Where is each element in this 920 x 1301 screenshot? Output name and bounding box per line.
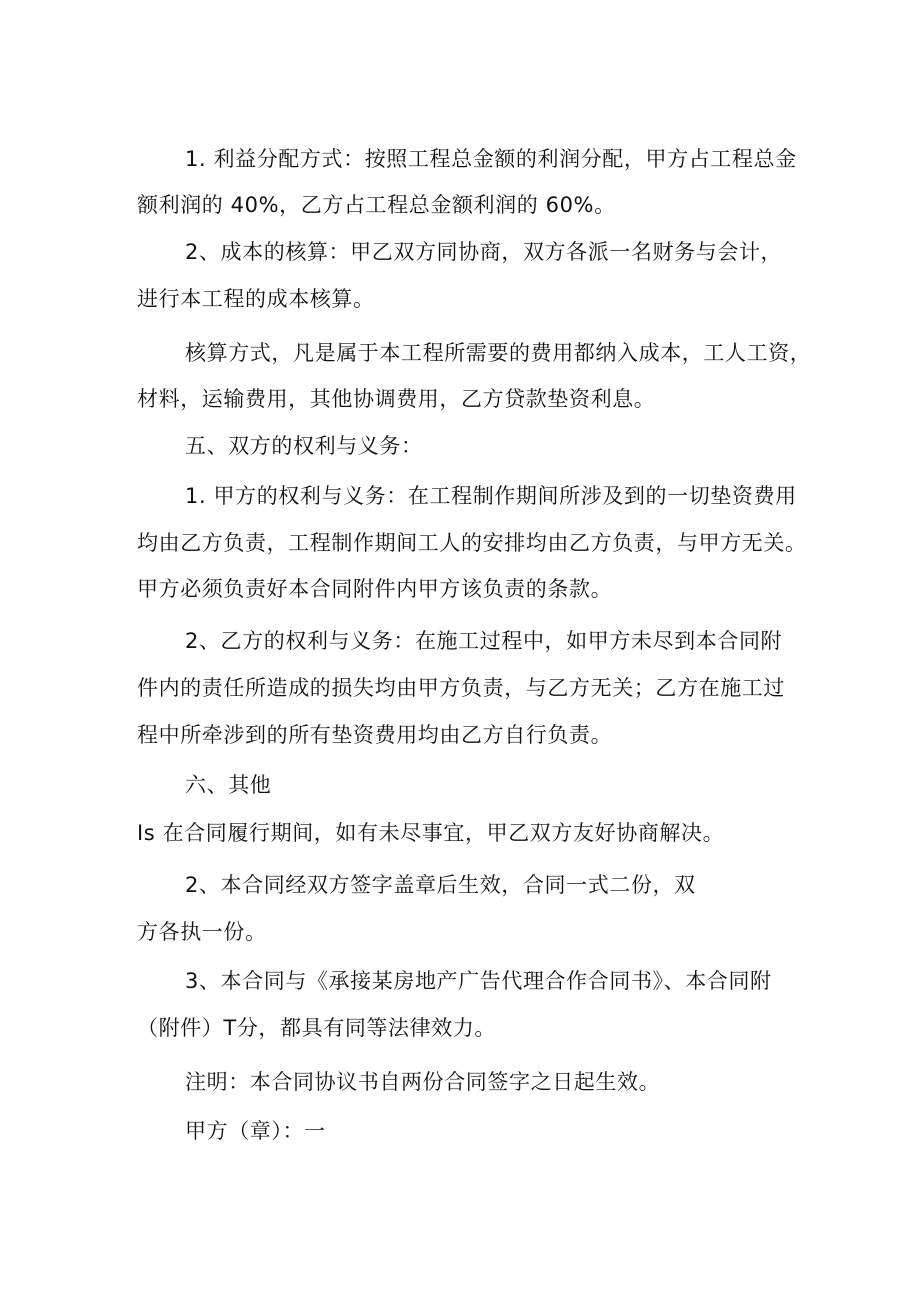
clause-5-1-line-3: 甲方必须负责好本合同附件内甲方该负责的条款。	[137, 577, 613, 601]
clause-4-1-line-1: 1. 利益分配方式：按照工程总金额的利润分配，甲方占工程总金	[185, 147, 797, 171]
clause-5-2-line-1: 2、乙方的权利与义务：在施工过程中，如甲方未尽到本合同附	[185, 629, 783, 653]
party-a-signature-line: 甲方（章）：一	[185, 1119, 326, 1143]
clause-6-2-line-1: 2、本合同经双方签字盖章后生效，合同一式二份，双	[185, 873, 696, 897]
clause-5-2-line-2: 件内的责任所造成的损失均由甲方负责，与乙方无关；乙方在施工过	[137, 676, 785, 700]
clause-6-1-line: Is 在合同履行期间，如有未尽事宜，甲乙双方友好协商解决。	[137, 821, 725, 845]
accounting-method-line-1: 核算方式，凡是属于本工程所需要的费用都纳入成本，工人工资，	[185, 341, 812, 365]
clause-4-1-line-2: 额利润的 40%，乙方占工程总金额利润的 60%。	[137, 193, 616, 217]
accounting-method-line-2: 材料，运输费用，其他协调费用，乙方贷款垫资利息。	[137, 387, 656, 411]
clause-5-1-line-1: 1. 甲方的权利与义务：在工程制作期间所涉及到的一切垫资费用	[185, 484, 797, 508]
clause-4-2-line-1: 2、成本的核算：甲乙双方同协商，双方各派一名财务与会计，	[185, 240, 783, 264]
clause-6-2-line-2: 方各执一份。	[137, 920, 267, 944]
clause-6-3-line-1: 3、本合同与《承接某房地产广告代理合作合同书》、本合同附	[185, 969, 772, 993]
note-line: 注明：本合同协议书自两份合同签字之日起生效。	[185, 1070, 661, 1094]
section-5-heading: 五、双方的权利与义务：	[185, 434, 423, 458]
clause-5-2-line-3: 程中所牵涉到的所有垫资费用均由乙方自行负责。	[137, 723, 613, 747]
clause-6-3-line-2: （附件）T分，都具有同等法律效力。	[137, 1016, 497, 1040]
clause-4-2-line-2: 进行本工程的成本核算。	[137, 287, 375, 311]
section-6-heading: 六、其他	[185, 773, 272, 797]
clause-5-1-line-2: 均由乙方负责，工程制作期间工人的安排均由乙方负责，与甲方无关。	[137, 531, 807, 555]
